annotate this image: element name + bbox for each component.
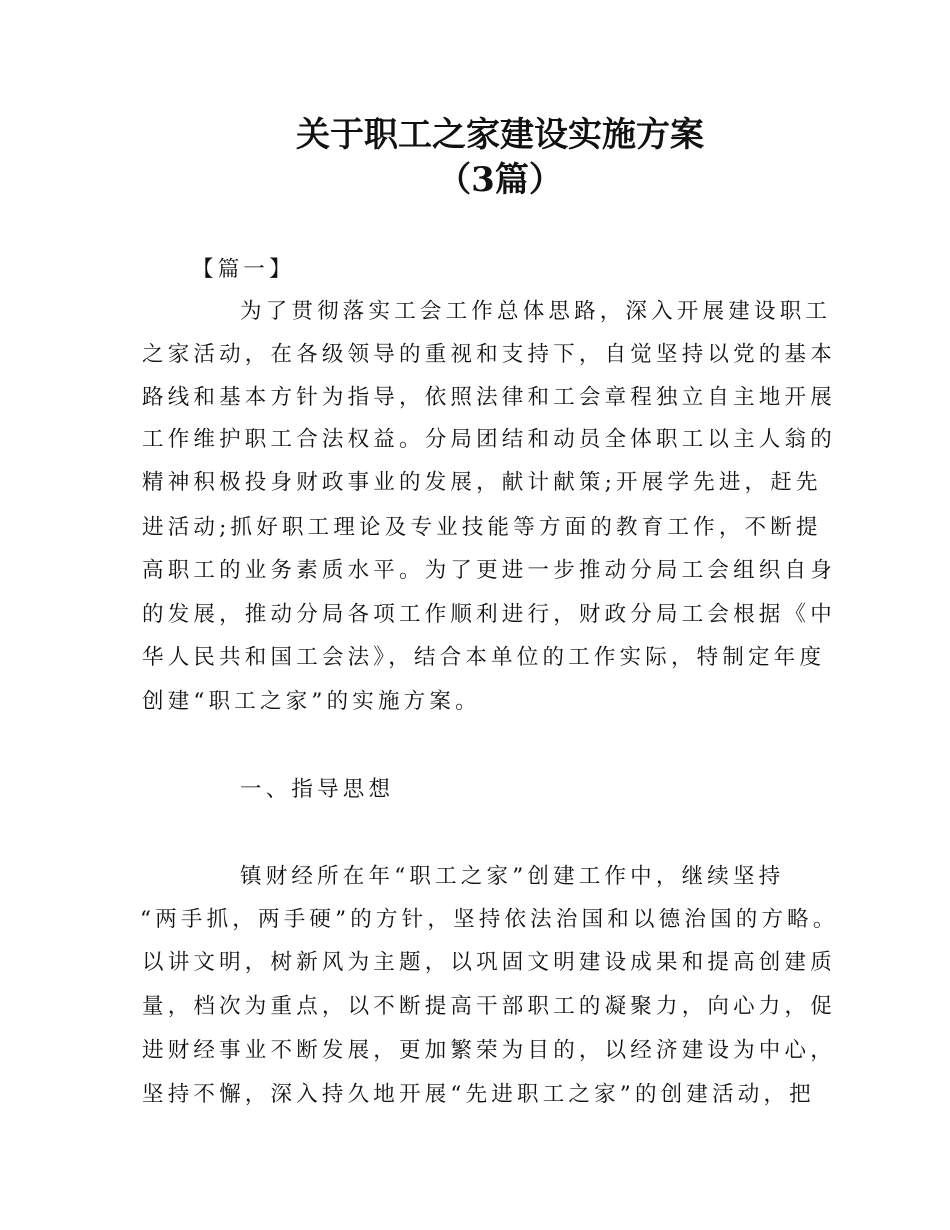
paragraph-line: 进财经事业不断发展，更加繁荣为目的，以经济建设为中心， (142, 1038, 836, 1063)
paragraph-line: “两手抓，两手硬”的方针，坚持依法治国和以德治国的方略。 (140, 907, 839, 932)
paragraph-line: 创建“职工之家”的实施方案。 (142, 689, 481, 714)
paragraph-line: 高职工的业务素质水平。为了更进一步推动分局工会组织自身 (142, 558, 836, 583)
document-subtitle: （3篇） (437, 160, 563, 200)
paragraph-line: 的发展，推动分局各项工作顺利进行，财政分局工会根据《中 (142, 602, 836, 627)
paragraph-line: 路线和基本方针为指导，依照法律和工会章程独立自主地开展 (142, 385, 836, 410)
section-heading: 一、指导思想 (240, 777, 395, 802)
paragraph-line: 进活动;抓好职工理论及专业技能等方面的教育工作，不断提 (142, 515, 822, 540)
paragraph-line: 为了贯彻落实工会工作总体思路，深入开展建设职工 (240, 299, 832, 324)
document-title: 关于职工之家建设实施方案 (296, 115, 704, 155)
paragraph-line: 华人民共和国工会法》，结合本单位的工作实际，特制定年度 (142, 645, 826, 670)
paragraph-line: 坚持不懈，深入持久地开展“先进职工之家”的创建活动，把 (142, 1082, 815, 1107)
section-label: 【篇一】 (192, 257, 295, 282)
paragraph-line: 之家活动，在各级领导的重视和支持下，自觉坚持以党的基本 (142, 342, 836, 367)
paragraph-line: 精神积极投身财政事业的发展，献计献策;开展学先进，赶先 (142, 470, 822, 495)
paragraph-line: 工作维护职工合法权益。分局团结和动员全体职工以主人翁的 (142, 427, 836, 452)
paragraph-line: 量，档次为重点，以不断提高干部职工的凝聚力，向心力，促 (142, 994, 836, 1019)
paragraph-line: 以讲文明，树新风为主题，以巩固文明建设成果和提高创建质 (142, 950, 836, 975)
paragraph-line: 镇财经所在年“职工之家”创建工作中，继续坚持 (240, 864, 785, 889)
